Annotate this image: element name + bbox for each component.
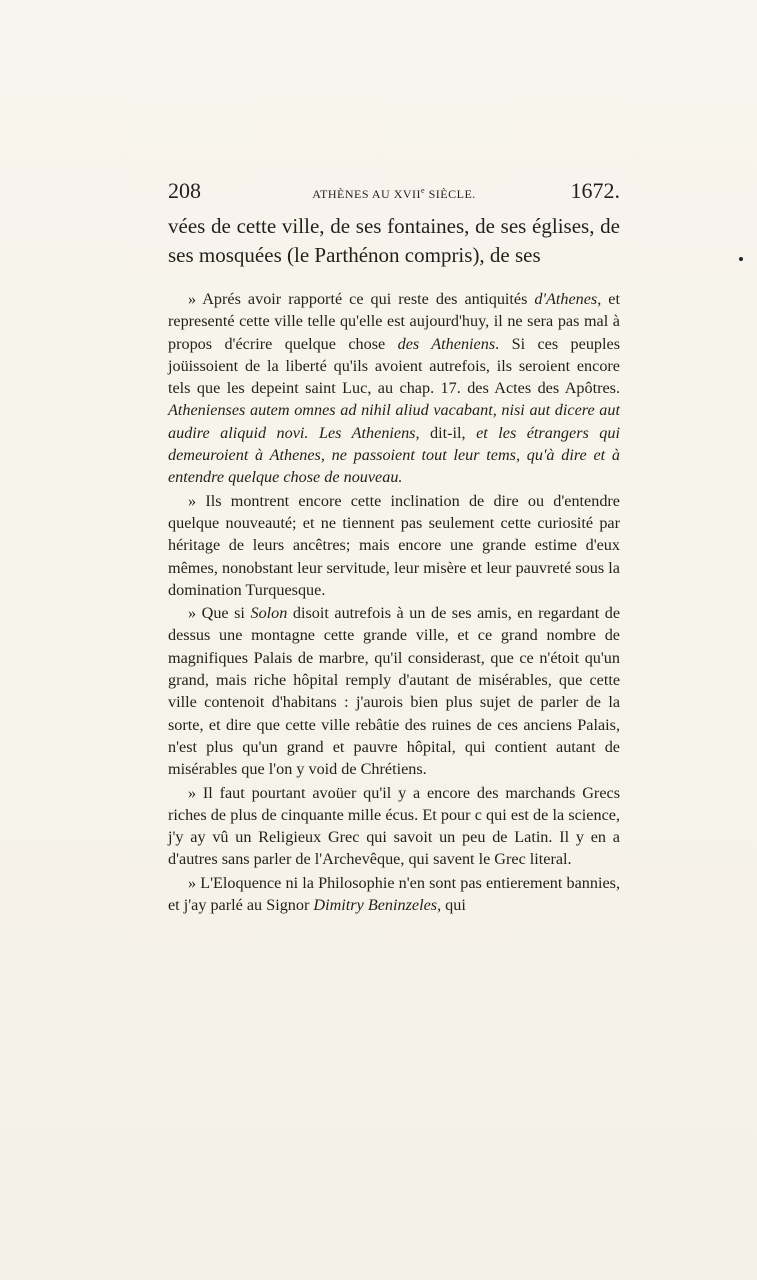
quote-paragraph-3: » Que si Solon disoit autrefois à un de ses amis, en regardant de dessus une montagne cette grande ville, et ce grand nombre de magnifiques Palais de marbre, qu'il considerast, que ce n'étoit qu'un grand, mais riche hôpital remply d'autant de misérables, que cette ville contenoit d'habitans : j'aurois bien plus sujet de parler de la sorte, et dire que cette ville rebâtie des ruines de ces anciens Palais, n'est plus qu'un grand et pauvre hôpital, qui contient autant de misérables que l'on y void de Chrétiens. (168, 604, 621, 779)
quote-paragraph-2: » Ils montrent encore cette inclination de dire ou d'entendre quelque nouveauté; et ne tiennent pas seulement cette curiosité par héritage de leurs ancêtres; mais encore une grande estime d'eux mêmes, nonobstant leur servitude, leur misère et leur pauvreté sous la domination Turquesque. (168, 491, 620, 599)
quote-paragraph-4: » Il faut pourtant avoüer qu'il y a encore des marchands Grecs riches de plus de cinquante mille écus. Et pour c qui est de la science, j'y ay vû un Religieux Grec qui savoit un peu de Latin. Il y en a d'autres sans parler de l'Archevêque, qui savent le Grec literal. (168, 783, 620, 869)
page-number: 208 (168, 178, 201, 203)
page-header (168, 178, 620, 208)
lead-paragraph: vées de cette ville, de ses fontaines, de ses églises, de ses mosquées (le Parthénon compris), de ses (168, 214, 620, 267)
quote-paragraph-5: » L'Eloquence ni la Philosophie n'en sont pas entierement bannies, et j'ay parlé au Signor Dimitry Beninzeles, qui (168, 873, 620, 915)
running-title: ATHÈNES AU XVIIe SIÈCLE. (312, 186, 476, 201)
header-year: 1672. (570, 178, 620, 203)
quote-paragraph-1: » Aprés avoir rapporté ce qui reste des antiquités d'Athenes, et representé cette ville telle qu'elle est aujourd'huy, il ne sera pas mal à propos d'écrire quelque chose des Atheniens. Si ces peuples joüissoient de la liberté qu'ils avoient autrefois, ils seroient encore tels que les depeint saint Luc, au chap. 17. des Actes des Apôtres. Athenienses autem omnes ad nihil aliud vacabant, nisi aut dicere aut audire aliquid novi. Les Atheniens, dit-il, et les étrangers qui demeuroient à Athenes, ne passoient tout leur tems, qu'à dire et à entendre quelque chose de nouveau. (168, 290, 620, 487)
quoted-text (168, 288, 620, 917)
ink-speck (739, 257, 743, 261)
